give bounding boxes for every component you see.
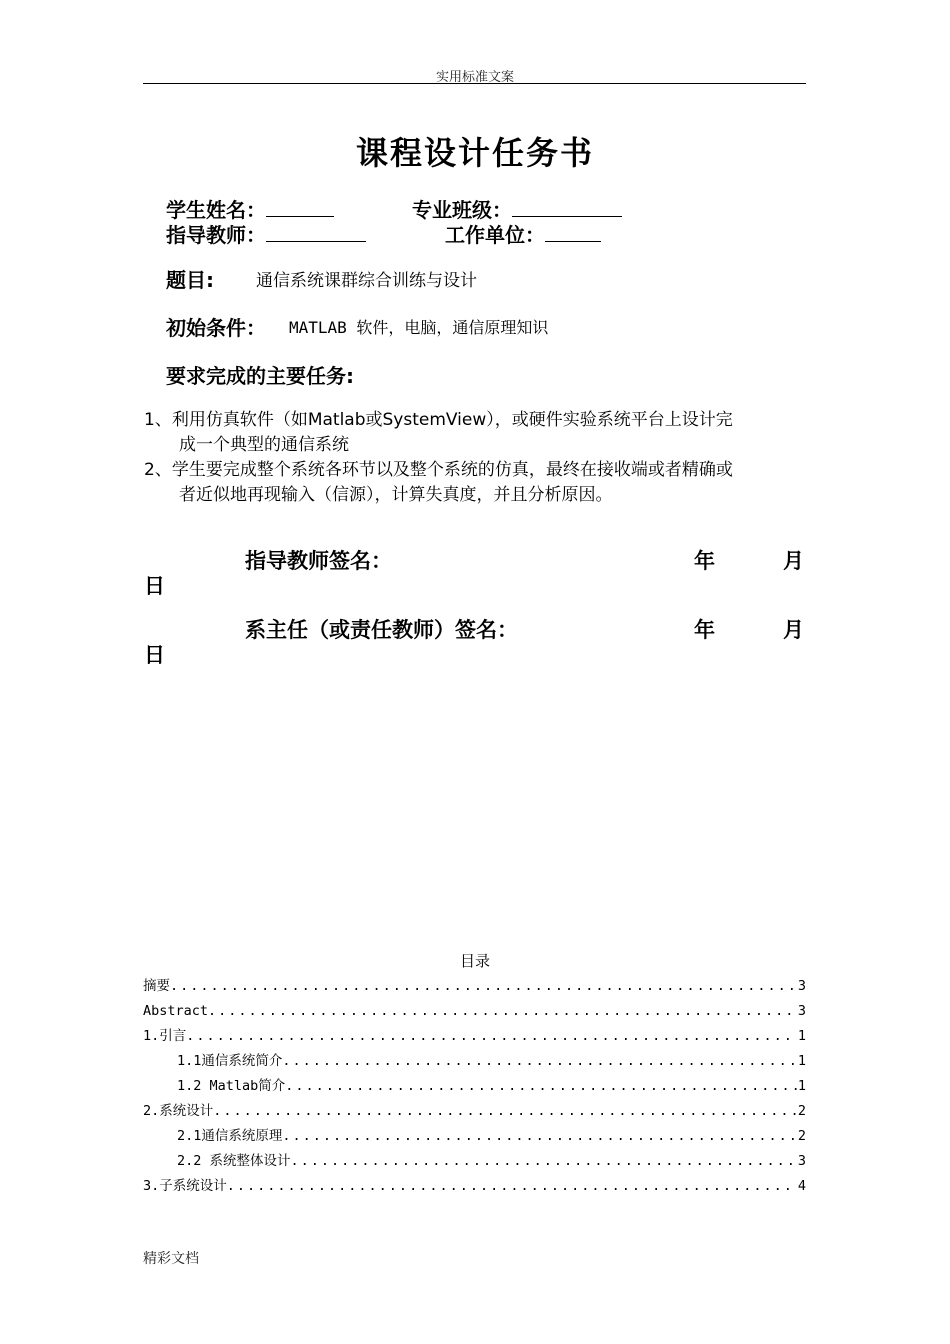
- toc-entry-label: Abstract: [143, 1003, 209, 1019]
- toc-entry-label: 2.1通信系统原理: [177, 1128, 283, 1144]
- toc-entry[interactable]: [177, 1074, 806, 1094]
- class-blank: [512, 196, 622, 217]
- toc-entry[interactable]: [143, 974, 806, 994]
- toc-leader-dots: [282, 1053, 796, 1069]
- toc-entry-label: 1.1通信系统简介: [177, 1053, 283, 1069]
- student-name-blank: [266, 196, 334, 217]
- toc-entry[interactable]: [143, 999, 806, 1019]
- toc-leader-dots: [227, 1178, 797, 1194]
- advisor-signature-day: 日: [144, 574, 165, 598]
- toc-leader-dots: [213, 1103, 797, 1119]
- toc-entry[interactable]: [143, 1099, 806, 1119]
- toc-entry[interactable]: [143, 1174, 806, 1194]
- toc-leader-dots: [291, 1153, 797, 1169]
- director-signature-day: 日: [144, 643, 165, 667]
- director-signature-label: 系主任（或责任教师）签名：: [245, 618, 518, 642]
- student-name-label: 学生姓名：: [166, 198, 266, 222]
- header-divider: [143, 83, 806, 84]
- task-item-1-line2: 成一个典型的通信系统: [179, 435, 349, 455]
- toc-entry-page: 3: [797, 1153, 806, 1169]
- work-unit-label: 工作单位：: [445, 223, 545, 247]
- topic-label: 题目:: [166, 268, 214, 292]
- toc-entry-page: 2: [797, 1103, 806, 1119]
- advisor-signature-label: 指导教师签名：: [245, 549, 392, 573]
- toc-entry-page: 4: [797, 1178, 806, 1194]
- toc-entry-page: 3: [797, 1003, 806, 1019]
- toc-entry-page: 2: [797, 1128, 806, 1144]
- class-label: 专业班级：: [412, 198, 512, 222]
- task-item-1-line1: 1、利用仿真软件（如Matlab或SystemView），或硬件实验系统平台上设计完: [144, 410, 733, 430]
- toc-entry[interactable]: [177, 1124, 806, 1144]
- toc-entry-page: 1: [797, 1078, 806, 1094]
- advisor-signature-year: 年: [694, 549, 715, 573]
- toc-entry-label: 1.2 Matlab简介: [177, 1078, 286, 1094]
- work-unit-field: [445, 219, 601, 248]
- toc-entry[interactable]: [177, 1049, 806, 1069]
- toc-entry-label: 2.2 系统整体设计: [177, 1153, 291, 1169]
- toc-entry-label: 3.子系统设计: [143, 1178, 227, 1194]
- toc-entry[interactable]: [143, 1024, 806, 1044]
- toc-entry-page: 3: [797, 978, 806, 994]
- page-footer-text: 精彩文档: [143, 1251, 199, 1267]
- initial-conditions-label: 初始条件：: [166, 316, 266, 340]
- director-signature-year: 年: [694, 618, 715, 642]
- initial-conditions-value: MATLAB 软件，电脑，通信原理知识: [289, 318, 549, 337]
- toc-leader-dots: [208, 1003, 797, 1019]
- toc-entry-page: 1: [797, 1053, 806, 1069]
- document-title: 课程设计任务书: [355, 134, 594, 172]
- work-unit-blank: [545, 221, 601, 242]
- advisor-signature-month: 月: [783, 549, 804, 573]
- tasks-heading: 要求完成的主要任务:: [166, 364, 354, 388]
- topic-value: 通信系统课群综合训练与设计: [256, 271, 477, 291]
- task-item-2-line2: 者近似地再现输入（信源），计算失真度，并且分析原因。: [179, 485, 613, 505]
- toc-leader-dots: [186, 1028, 797, 1044]
- advisor-field: [166, 219, 366, 248]
- task-item-2-line1: 2、学生要完成整个系统各环节以及整个系统的仿真，最终在接收端或者精确或: [144, 460, 733, 480]
- page-header-text: 实用标准文案: [435, 70, 514, 85]
- toc-entry-label: 1.引言: [143, 1028, 187, 1044]
- toc-entry[interactable]: [177, 1149, 806, 1169]
- advisor-blank: [266, 221, 366, 242]
- toc-title: 目录: [459, 952, 490, 970]
- toc-entry-label: 摘要: [143, 978, 170, 994]
- toc-leader-dots: [170, 978, 797, 994]
- toc-entry-label: 2.系统设计: [143, 1103, 214, 1119]
- toc-entry-page: 1: [797, 1028, 806, 1044]
- advisor-label: 指导教师：: [166, 223, 266, 247]
- toc-leader-dots: [285, 1078, 797, 1094]
- toc-leader-dots: [282, 1128, 796, 1144]
- director-signature-month: 月: [783, 618, 804, 642]
